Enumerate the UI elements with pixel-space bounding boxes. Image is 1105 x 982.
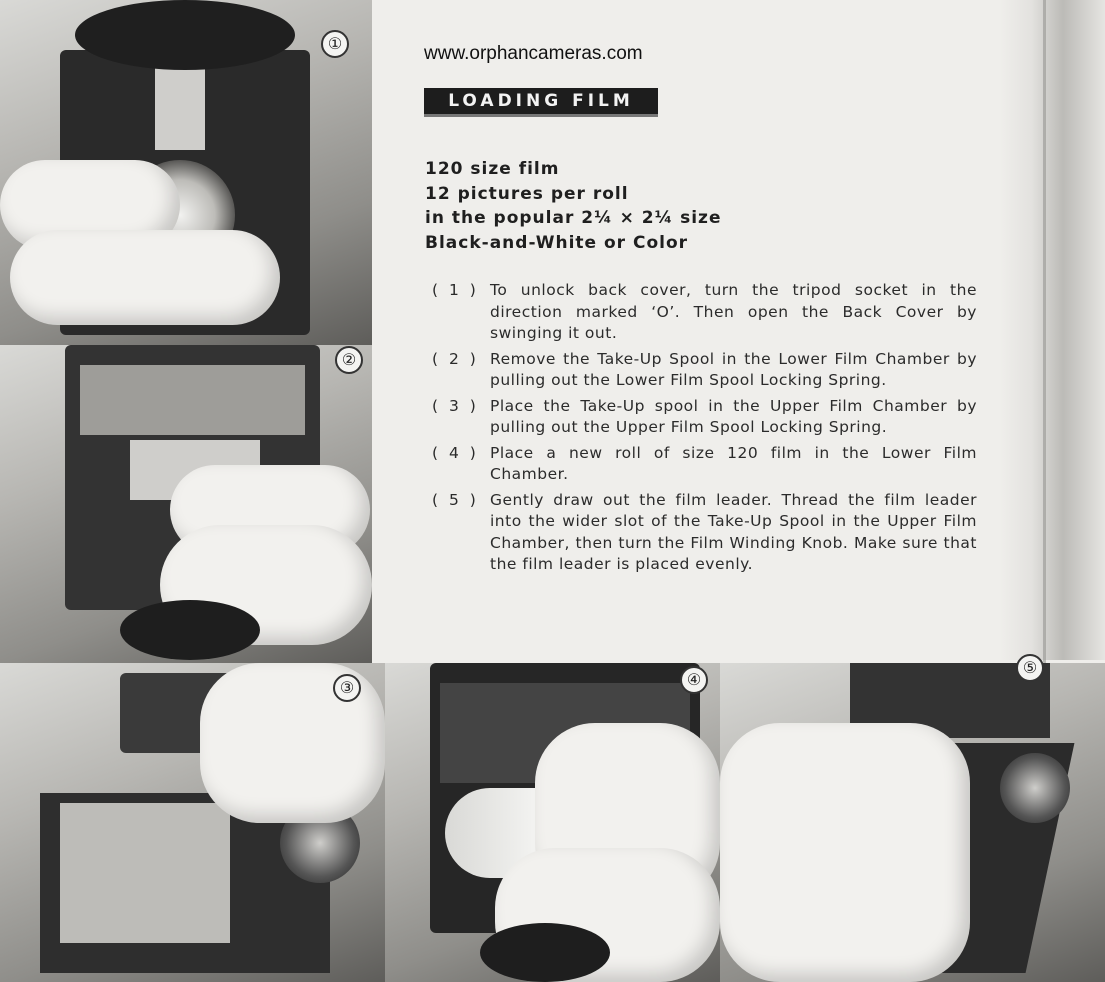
- photo-2-number-badge: ②: [335, 346, 363, 374]
- film-specs: [425, 157, 721, 255]
- step-number: ( 1 ): [432, 281, 479, 299]
- photo-4-number-badge: ④: [680, 666, 708, 694]
- photo-5-thread-film-leader: [720, 663, 1105, 982]
- photo-1-number-badge: ①: [321, 30, 349, 58]
- photo-1-camera-front: [0, 0, 372, 345]
- section-title: LOADING FILM: [424, 88, 658, 117]
- spec-line: 12 pictures per roll: [425, 183, 629, 204]
- step-text: To unlock back cover, turn the tripod socket in the direction marked ‘O’. Then open the Back Cover by swinging it out.: [490, 281, 977, 342]
- photo-3-upper-chamber: [0, 663, 385, 982]
- step-item: [432, 349, 977, 392]
- page-gutter-shadow: [1000, 0, 1105, 660]
- step-number: ( 4 ): [432, 443, 479, 462]
- spec-line: 120 size film: [425, 159, 560, 179]
- step-text: Remove the Take-Up Spool in the Lower Film Chamber by pulling out the Lower Film Spool Locking Spring.: [490, 349, 977, 389]
- photo-5-number-badge: ⑤: [1016, 654, 1044, 682]
- step-number: ( 2 ): [432, 349, 479, 368]
- step-item: [432, 443, 977, 486]
- step-item: [432, 396, 977, 439]
- spec-line: Black-and-White or Color: [425, 232, 689, 253]
- step-item: [432, 280, 977, 345]
- photo-3-number-badge: ③: [333, 674, 361, 702]
- step-text: Gently draw out the film leader. Thread the film leader into the wider slot of the Take-Up Spool in the Upper Film Chamber, then turn the Film Winding Knob. Make sure that the film leader is placed evenly.: [490, 490, 977, 573]
- photo-2-camera-back-open: [0, 345, 372, 663]
- step-item: [432, 490, 977, 576]
- step-number: ( 3 ): [432, 396, 479, 415]
- step-text: Place a new roll of size 120 film in the Lower Film Chamber.: [490, 443, 977, 483]
- step-number: ( 5 ): [432, 490, 479, 509]
- photo-4-new-film-roll: [385, 663, 720, 982]
- step-text: Place the Take-Up spool in the Upper Film Chamber by pulling out the Upper Film Spool Locking Spring.: [490, 396, 977, 436]
- spec-line: in the popular 2¼ × 2¼ size: [425, 208, 722, 228]
- loading-steps: [432, 280, 977, 580]
- source-url: www.orphancameras.com: [424, 43, 643, 64]
